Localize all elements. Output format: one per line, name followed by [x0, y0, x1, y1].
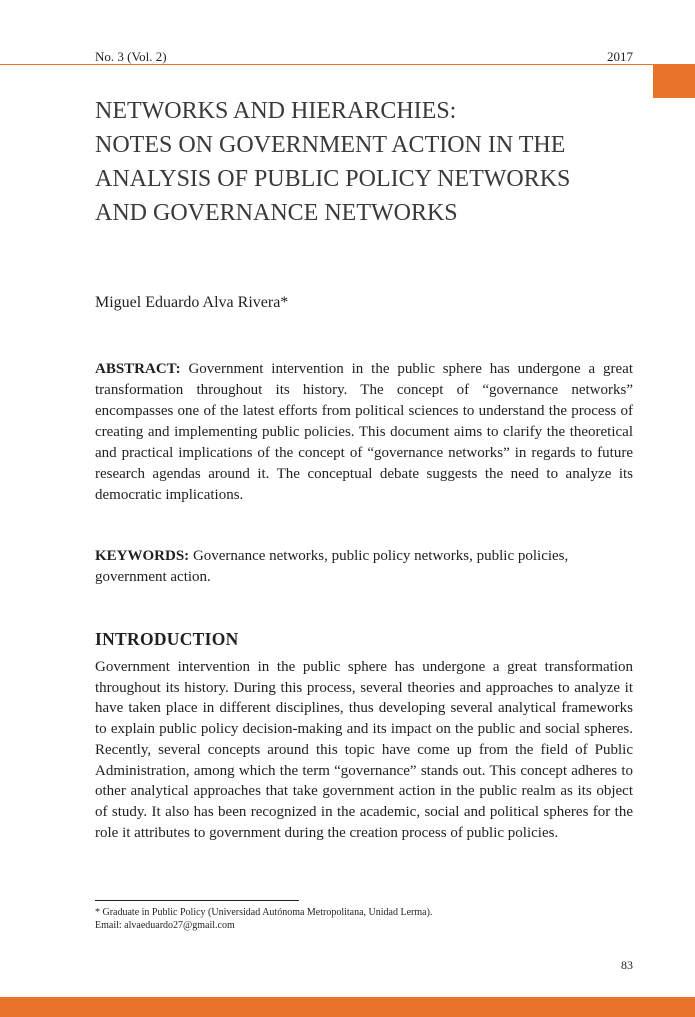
abstract	[95, 359, 633, 506]
header-rule	[0, 64, 695, 65]
introduction-body: Government intervention in the public sphere has undergone a great transformation throughout its history. During this process, several theories and approaches to analyze it have taken place in different disciplines, thus developing several analytical frameworks to explain public policy decision-making and its impact on the public and social spheres. Recently, several concepts around this topic have come up from the field of Public Administration, among which the term “governance” stands out. This concept adheres to other analytical approaches that take government action in the public realm as its object of study. It also has been recognized in the academic, social and political spheres for the role it attributes to government during the creation process of public policies.	[95, 659, 633, 841]
keywords	[95, 546, 633, 588]
title-line: NOTES ON GOVERNMENT ACTION IN THE	[95, 132, 566, 158]
section-heading: INTRODUCTION	[95, 629, 239, 649]
journal-year: 2017	[607, 49, 633, 64]
footnote-rule	[95, 900, 299, 901]
corner-tab	[653, 65, 695, 98]
keywords-label: KEYWORDS:	[95, 548, 190, 564]
abstract-label: ABSTRACT:	[95, 361, 181, 377]
author-name: Miguel Eduardo Alva Rivera*	[95, 294, 289, 311]
abstract-text: Government intervention in the public sphere has undergone a great transformation throughout its history. The concept of “governance networks” encompasses one of the latest efforts from political sciences to understand the process of creating and implementing public policies. This document aims to clarify the theoretical and practical implications of the concept of “governance networks” in regards to future research agendas around it. The conceptual debate suggests the need to analyze its democratic implications.	[95, 361, 634, 503]
keywords-text: Governance networks, public policy networks, public policies, government action.	[95, 548, 569, 585]
title-line: ANALYSIS OF PUBLIC POLICY NETWORKS	[95, 166, 571, 192]
title-line: AND GOVERNANCE NETWORKS	[95, 200, 458, 226]
bottom-bar	[0, 997, 695, 1017]
footnote-affiliation: * Graduate in Public Policy (Universidad Autónoma Metropolitana, Unidad Lerma).	[95, 907, 433, 918]
journal-issue: No. 3 (Vol. 2)	[95, 49, 167, 64]
article-title	[95, 94, 655, 230]
title-line: NETWORKS AND HIERARCHIES:	[95, 98, 457, 124]
page-number: 83	[621, 958, 633, 972]
footnote-email: Email: alvaeduardo27@gmail.com	[95, 920, 235, 931]
footnote	[95, 906, 432, 932]
